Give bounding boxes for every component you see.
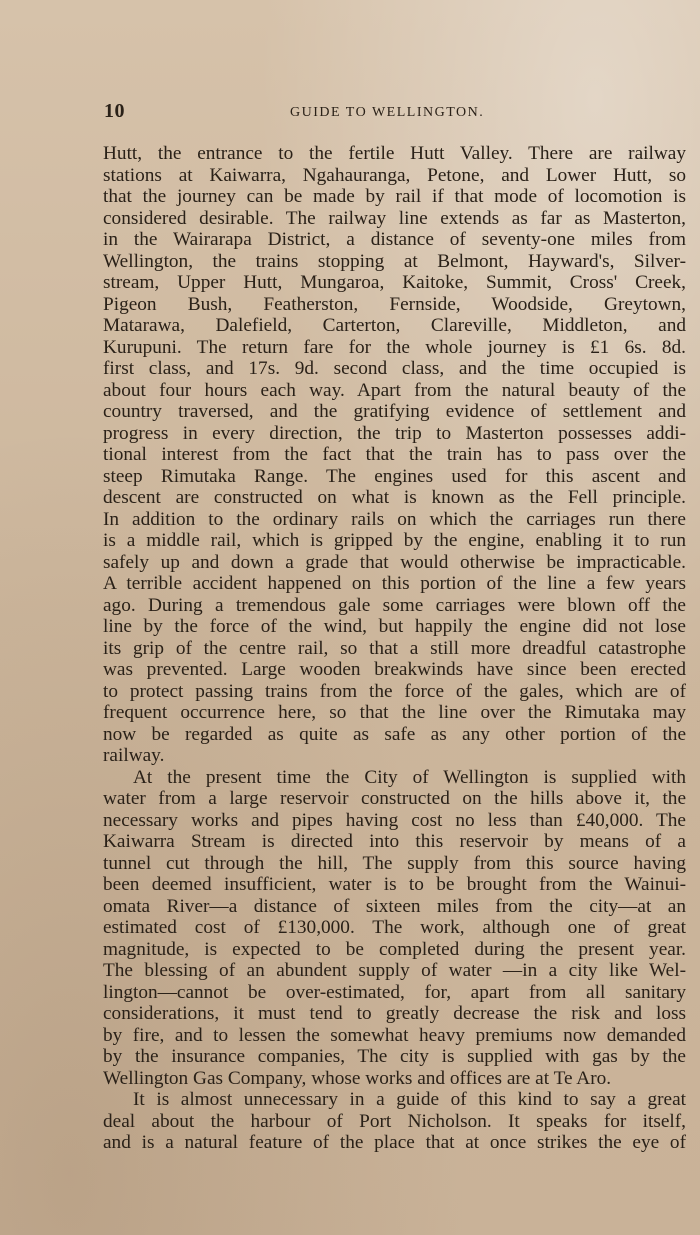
- text-line: omata River—a distance of sixteen miles from the city—at an: [103, 895, 686, 917]
- text-line: estimated cost of £130,000. The work, although one of great: [103, 917, 686, 938]
- text-line: Hutt, the entrance to the fertile Hutt Valley. There are railway: [103, 143, 686, 164]
- text-line: necessary works and pipes having cost no less than £40,000. The: [103, 809, 686, 831]
- text-line: considered desirable. The railway line extends as far as Masterton,: [103, 207, 686, 229]
- paragraph-start-line: It is almost unnecessary in a guide of this kind to say a great: [133, 1089, 686, 1110]
- text-line: descent are constructed on what is known as the Fell principle.: [103, 487, 686, 508]
- text-line: and is a natural feature of the place that at once strikes the eye of: [103, 1132, 686, 1153]
- text-line: steep Rimutaka Range. The engines used for this ascent and: [103, 465, 686, 487]
- text-line: water from a large reservoir constructed on the hills above it, the: [103, 788, 686, 809]
- text-line: line by the force of the wind, but happily the engine did not lose: [103, 616, 686, 637]
- text-line: by fire, and to lessen the somewhat heavy premiums now demanded: [103, 1024, 686, 1046]
- text-line: stations at Kaiwarra, Ngahauranga, Petone, and Lower Hutt, so: [103, 164, 686, 186]
- text-line: A terrible accident happened on this portion of the line a few years: [103, 573, 686, 594]
- text-line: progress in every direction, the trip to Masterton possesses addi-: [103, 422, 686, 444]
- text-line: in the Wairarapa District, a distance of seventy-one miles from: [103, 229, 686, 250]
- body-text: [103, 143, 686, 1154]
- paragraph-start-line: At the present time the City of Wellington is supplied with: [133, 766, 686, 788]
- paragraph-end-line: railway.: [103, 745, 165, 766]
- text-line: its grip of the centre rail, so that a still more dreadful catastrophe: [103, 637, 686, 659]
- paragraph-end-line: Wellington Gas Company, whose works and offices are at Te Aro.: [103, 1067, 612, 1089]
- text-line: was prevented. Large wooden breakwinds have since been erected: [103, 659, 686, 680]
- text-line: to protect passing trains from the force of the gales, which are of: [103, 680, 686, 702]
- text-line: that the journey can be made by rail if that mode of locomotion is: [103, 186, 686, 207]
- text-line: been deemed insufficient, water is to be brought from the Wainui-: [103, 874, 686, 895]
- text-line: In addition to the ordinary rails on which the carriages run there: [103, 508, 686, 530]
- text-line: Pigeon Bush, Featherston, Fernside, Woodside, Greytown,: [103, 293, 686, 315]
- text-line: is a middle rail, which is gripped by the engine, enabling it to run: [103, 530, 686, 551]
- text-line: Kurupuni. The return fare for the whole journey is £1 6s. 8d.: [103, 336, 686, 358]
- text-line: first class, and 17s. 9d. second class, and the time occupied is: [103, 358, 686, 379]
- text-line: Wellington, the trains stopping at Belmont, Hayward's, Silver-: [103, 250, 686, 272]
- text-line: by the insurance companies, The city is supplied with gas by the: [103, 1046, 686, 1067]
- page-header: [104, 100, 660, 130]
- text-line: safely up and down a grade that would otherwise be impracticable.: [103, 551, 686, 573]
- text-line: country traversed, and the gratifying evidence of settlement and: [103, 401, 686, 422]
- text-line: ago. During a tremendous gale some carriages were blown off the: [103, 594, 686, 616]
- text-line: tunnel cut through the hill, The supply from this source having: [103, 852, 686, 874]
- text-line: Matarawa, Dalefield, Carterton, Clareville, Middleton, and: [103, 315, 686, 336]
- text-line: lington—cannot be over-estimated, for, apart from all sanitary: [103, 981, 686, 1003]
- text-line: now be regarded as quite as safe as any other portion of the: [103, 723, 686, 745]
- text-line: deal about the harbour of Port Nicholson. It speaks for itself,: [103, 1110, 686, 1132]
- text-line: stream, Upper Hutt, Mungaroa, Kaitoke, Summit, Cross' Creek,: [103, 272, 686, 293]
- running-title: GUIDE TO WELLINGTON.: [290, 105, 485, 120]
- text-line: considerations, it must tend to greatly decrease the risk and loss: [103, 1003, 686, 1024]
- page-number: 10: [104, 100, 125, 122]
- text-line: frequent occurrence here, so that the line over the Rimutaka may: [103, 702, 686, 723]
- text-line: Kaiwarra Stream is directed into this reservoir by means of a: [103, 831, 686, 852]
- text-line: about four hours each way. Apart from the natural beauty of the: [103, 379, 686, 401]
- text-line: magnitude, is expected to be completed during the present year.: [103, 938, 686, 960]
- text-line: tional interest from the fact that the train has to pass over the: [103, 444, 686, 465]
- text-line: The blessing of an abundent supply of water —in a city like Wel-: [103, 960, 686, 981]
